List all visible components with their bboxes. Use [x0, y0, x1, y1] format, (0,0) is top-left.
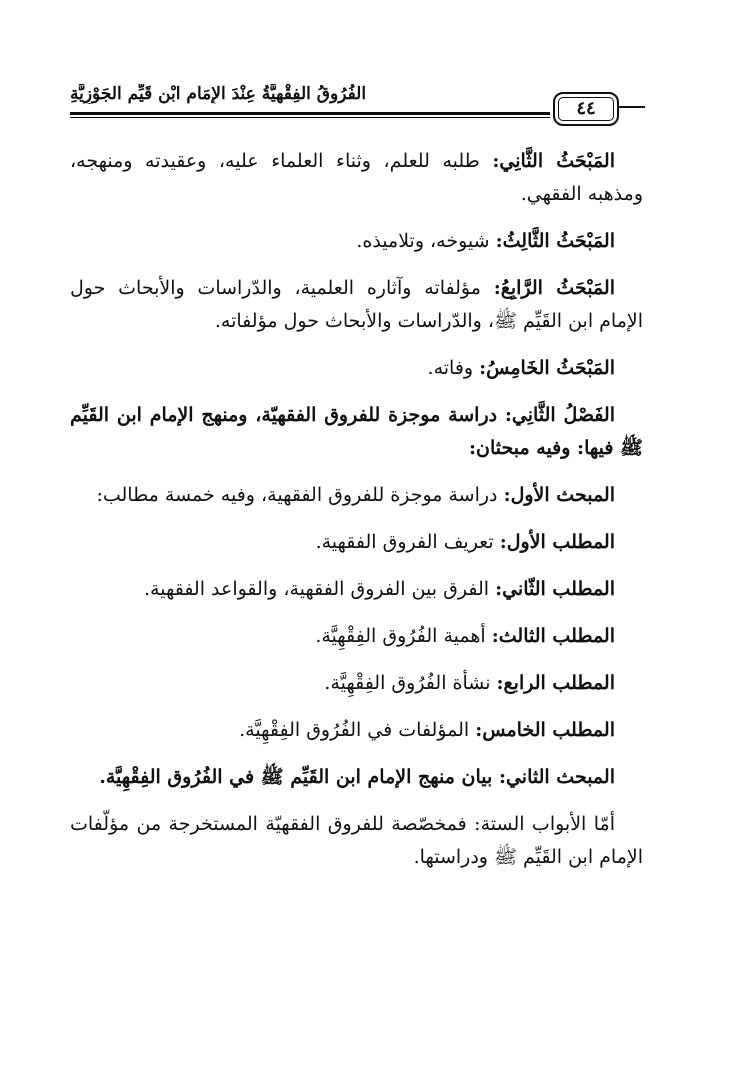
- page-header: [70, 78, 645, 128]
- page-number: ٤٤: [553, 92, 619, 126]
- paragraph: [70, 399, 643, 465]
- paragraph: [70, 714, 643, 747]
- heading-label: المَبْحَثُ الرَّابِعُ:: [493, 277, 615, 299]
- heading-label: المطلب الرابع:: [496, 672, 615, 694]
- heading-label: المطلب الخامس:: [475, 719, 615, 741]
- paragraph-text: أمّا الأبواب الستة: فمخصّصة للفروق الفقهيّة المستخرجة من مؤلّفات الإمام ابن القَيِّم ﷺ ودراستها.: [70, 813, 643, 868]
- paragraph: [70, 620, 643, 653]
- heading-label: المَبْحَثُ الخَامِسُ:: [479, 357, 615, 379]
- heading-label: الفَصْلُ الثَّانِي:: [504, 404, 615, 426]
- paragraph-text: نشأة الفُرُوق الفِقْهِيَّة.: [324, 672, 497, 694]
- paragraph: [70, 667, 643, 700]
- heading-label: المَبْحَثُ الثَّالِثُ:: [495, 230, 615, 252]
- paragraph: [70, 761, 643, 794]
- paragraph-text: المؤلفات في الفُرُوق الفِقْهِيَّة.: [239, 719, 476, 741]
- paragraph: [70, 225, 643, 258]
- header-rule-thin: [70, 117, 550, 118]
- heading-label: المطلب الثّاني:: [495, 578, 615, 600]
- heading-label: المبحث الثاني:: [498, 766, 615, 788]
- paragraph: [70, 352, 643, 385]
- heading-label: المَبْحَثُ الثَّانِي:: [492, 150, 615, 172]
- paragraph-text: مؤلفاته وآثاره العلمية، والدّراسات والأبحاث حول الإمام ابن القَيِّم ﷺ، والدّراسات والأبحاث حول مؤلفاته.: [70, 277, 643, 332]
- running-title: الفُرُوقُ الفِقْهِيَّةُ عِنْدَ الإِمَامِ ابْنِ قَيِّمِ الجَوْزِيَّةِ: [70, 84, 367, 104]
- paragraph: [70, 479, 643, 512]
- paragraph-text: بيان منهج الإمام ابن القَيِّم ﷺ في الفُرُوق الفِقْهِيَّة.: [99, 766, 499, 788]
- paragraph-text: وفاته.: [427, 357, 480, 379]
- heading-label: المبحث الأول:: [503, 484, 615, 506]
- paragraph: [70, 573, 643, 606]
- paragraph-text: دراسة موجزة للفروق الفقهية، وفيه خمسة مطالب:: [96, 484, 504, 506]
- paragraph-text: شيوخه، وتلاميذه.: [356, 230, 496, 252]
- header-rule-stub: [618, 106, 645, 108]
- paragraph-text: دراسة موجزة للفروق الفقهيّة، ومنهج الإمام ابن القَيِّم ﷺ فيها: وفيه مبحثان:: [70, 404, 643, 459]
- paragraph-text: أهمية الفُرُوق الفِقْهِيَّة.: [315, 625, 492, 647]
- paragraph: [70, 526, 643, 559]
- paragraph: [70, 808, 643, 874]
- header-rule-thick: [70, 112, 550, 115]
- paragraph-text: طلبه للعلم، وثناء العلماء عليه، وعقيدته ومنهجه، ومذهبه الفقهي.: [70, 150, 643, 205]
- heading-label: المطلب الأول:: [499, 531, 615, 553]
- paragraph: [70, 145, 643, 211]
- paragraph-text: الفرق بين الفروق الفقهية، والقواعد الفقهية.: [143, 578, 496, 600]
- paragraph-text: تعريف الفروق الفقهية.: [315, 531, 500, 553]
- paragraph: [70, 272, 643, 338]
- page-content: [70, 145, 643, 888]
- heading-label: المطلب الثالث:: [491, 625, 615, 647]
